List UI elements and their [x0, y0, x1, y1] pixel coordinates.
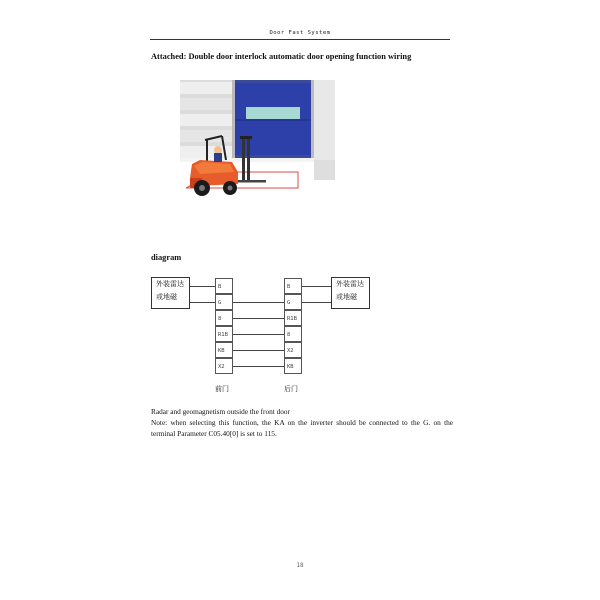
rear-sensor-line1: 外装雷达: [336, 280, 364, 288]
wire-rear-sensor-B: [302, 286, 331, 287]
front-door-label: 前门: [215, 385, 229, 393]
rear-terminal-B: B: [284, 278, 302, 294]
front-sensor-line2: 或地磁: [156, 293, 177, 301]
diagram-heading: diagram: [151, 253, 182, 262]
wire-rear-sensor-G: [302, 302, 331, 303]
rear-sensor-line2: 或地磁: [336, 293, 357, 301]
rear-terminal-G: G: [284, 294, 302, 310]
rear-terminal-X2: X2: [284, 342, 302, 358]
diagram-caption: Radar and geomagnetism outside the front door: [151, 407, 291, 416]
header-rule: [150, 39, 450, 40]
wire-KB-X2: [233, 350, 284, 351]
configuration-note: Note: when selecting this function, the KA on the inverter should be connected to the G. on the terminal Parameter C05.40[0] is set to 115.: [151, 418, 453, 438]
front-terminal-X2: X2: [215, 358, 233, 374]
front-terminal-KB: KB: [215, 342, 233, 358]
wire-front-sensor-B: [190, 286, 215, 287]
wire-8-R1B: [233, 318, 284, 319]
front-terminal-R1B: R1B: [215, 326, 233, 342]
rear-terminal-R1B: R1B: [284, 310, 302, 326]
rear-sensor-box: [331, 277, 370, 309]
rear-terminal-KB: KB: [284, 358, 302, 374]
front-terminal-block: [215, 278, 233, 374]
front-terminal-8: 8: [215, 310, 233, 326]
section-title: Attached: Double door interlock automatic door opening function wiring: [151, 52, 412, 61]
front-sensor-line1: 外装雷达: [156, 280, 184, 288]
door-window: [246, 107, 300, 119]
front-terminal-G: G: [215, 294, 233, 310]
rear-door-label: 后门: [284, 385, 298, 393]
front-terminal-B: B: [215, 278, 233, 294]
wire-G-G: [233, 302, 284, 303]
front-sensor-box: [151, 277, 190, 309]
wire-R1B-8: [233, 334, 284, 335]
wire-front-sensor-G: [190, 302, 215, 303]
forklift-door-illustration: [180, 80, 335, 208]
page-number: 18: [296, 562, 304, 569]
rear-terminal-8: 8: [284, 326, 302, 342]
rear-terminal-block: [284, 278, 302, 374]
running-header: Door Fast System: [269, 30, 331, 36]
wire-X2-KB: [233, 366, 284, 367]
